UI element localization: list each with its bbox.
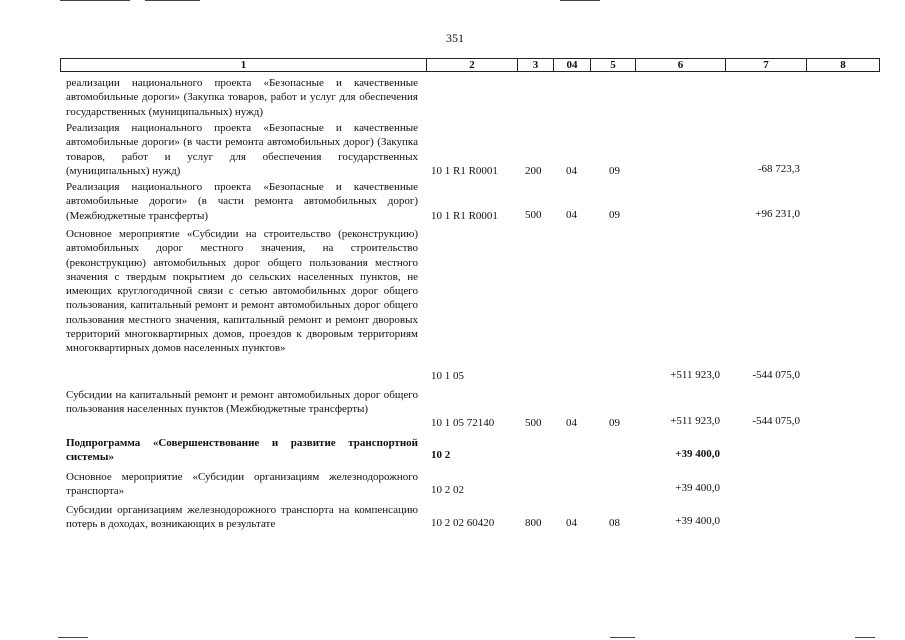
header-col-6: 6 xyxy=(677,59,684,71)
row-vr: 200 xyxy=(525,165,542,177)
page-number: 351 xyxy=(446,31,464,45)
row-code: 10 2 02 xyxy=(431,484,464,496)
row-col7: -544 075,0 xyxy=(752,415,800,427)
row-col6: +39 400,0 xyxy=(675,515,720,527)
row-description: Основное мероприятие «Субсидии организациям железнодорожного транспорта» xyxy=(66,471,418,498)
row-col6: +511 923,0 xyxy=(670,415,720,427)
row-rz: 04 xyxy=(566,209,577,221)
row-description: Субсидии организациям железнодорожного транспорта на компенсацию потерь в доходах, возникающих в результате xyxy=(66,504,418,531)
row-col6: +511 923,0 xyxy=(670,369,720,381)
row-pr: 09 xyxy=(609,209,620,221)
row-rz: 04 xyxy=(566,165,577,177)
header-col-8: 8 xyxy=(840,59,846,71)
header-col-5: 5 xyxy=(610,59,616,71)
bottom-rule-right xyxy=(855,637,875,638)
top-rule-left xyxy=(60,0,130,1)
row-description: Субсидии на капитальный ремонт и ремонт автомобильных дорог общего пользования населенных пунктов (Межбюджетные трансферты) xyxy=(66,389,418,416)
row-rz: 04 xyxy=(566,517,577,529)
row-code: 10 1 05 xyxy=(431,370,464,382)
top-rule-right xyxy=(560,0,600,1)
row-col7: +96 231,0 xyxy=(755,208,800,220)
row-vr: 500 xyxy=(525,417,542,429)
header-col-3: 3 xyxy=(532,59,539,71)
table-header xyxy=(60,58,880,72)
row-rz: 04 xyxy=(566,417,577,429)
row-vr: 500 xyxy=(525,209,542,221)
row-description: Реализация национального проекта «Безопасные и качественные автомобильные дороги» (в части ремонта автомобильных дорог) (Закупка товаров, работ и услуг для обеспечения государственных (муниципальных) нужд) xyxy=(66,122,418,177)
row-pr: 08 xyxy=(609,517,620,529)
row-pr: 09 xyxy=(609,165,620,177)
row-code: 10 1 R1 R0001 xyxy=(431,210,498,222)
header-col-7: 7 xyxy=(763,59,769,71)
row-code: 10 1 05 72140 xyxy=(431,417,495,429)
header-col-2: 2 xyxy=(469,59,475,71)
row-pr: 09 xyxy=(609,417,620,429)
bottom-rule-mid xyxy=(610,637,635,638)
row-col6: +39 400,0 xyxy=(675,482,720,494)
row-description: Подпрограмма «Совершенствование и развитие транспортной системы» xyxy=(66,437,418,464)
row-col7: -68 723,3 xyxy=(757,163,800,175)
row-vr: 800 xyxy=(525,517,542,529)
row-description: Основное мероприятие «Субсидии на строительство (реконструкцию) автомобильных дорог местного значения, на строительство (реконструкцию) автомобильных дорог общего пользования местного значения с твердым покрытием до сельских населенных пунктов, не имеющих круглогодичной связи с сетью автомобильных дорог общего пользования, капитальный ремонт и ремонт автомобильных дорог общего пользования местного значения, капитальный ремонт и ремонт дворовых территорий многоквартирных домов, проездов к дворовым территориям многоквартирных домов населенных пунктов» xyxy=(66,228,418,355)
row-description: реализации национального проекта «Безопасные и качественные автомобильные дороги» (Закупка товаров, работ и услуг для обеспечения государственных (муниципальных) нужд) xyxy=(66,77,418,118)
row-col6: +39 400,0 xyxy=(675,448,720,460)
row-code: 10 2 xyxy=(431,449,451,461)
header-col-4: 04 xyxy=(566,59,578,71)
row-description: Реализация национального проекта «Безопасные и качественные автомобильные дороги» (в части ремонта автомобильных дорог) (Межбюджетные трансферты) xyxy=(66,181,418,222)
row-code: 10 1 R1 R0001 xyxy=(431,165,498,177)
row-col7: -544 075,0 xyxy=(752,369,800,381)
bottom-rule-left xyxy=(58,637,88,638)
row-code: 10 2 02 60420 xyxy=(431,517,495,529)
top-rule-mid xyxy=(145,0,200,1)
header-col-1: 1 xyxy=(240,59,247,71)
